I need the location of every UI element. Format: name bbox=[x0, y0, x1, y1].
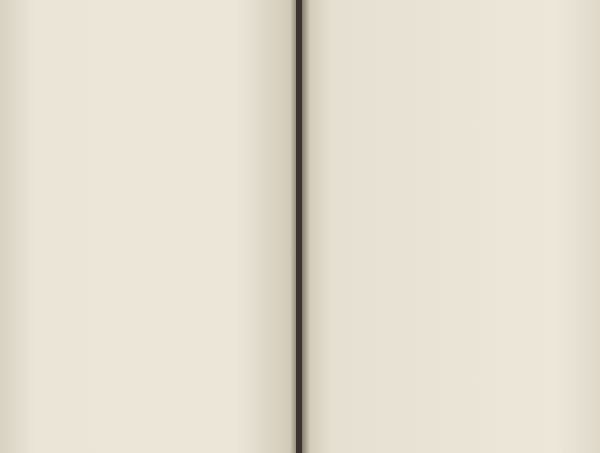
left-page bbox=[0, 0, 296, 453]
left-page-body bbox=[28, 10, 280, 420]
book-gutter bbox=[290, 0, 310, 453]
right-page bbox=[302, 0, 600, 453]
right-page-body bbox=[316, 10, 538, 420]
